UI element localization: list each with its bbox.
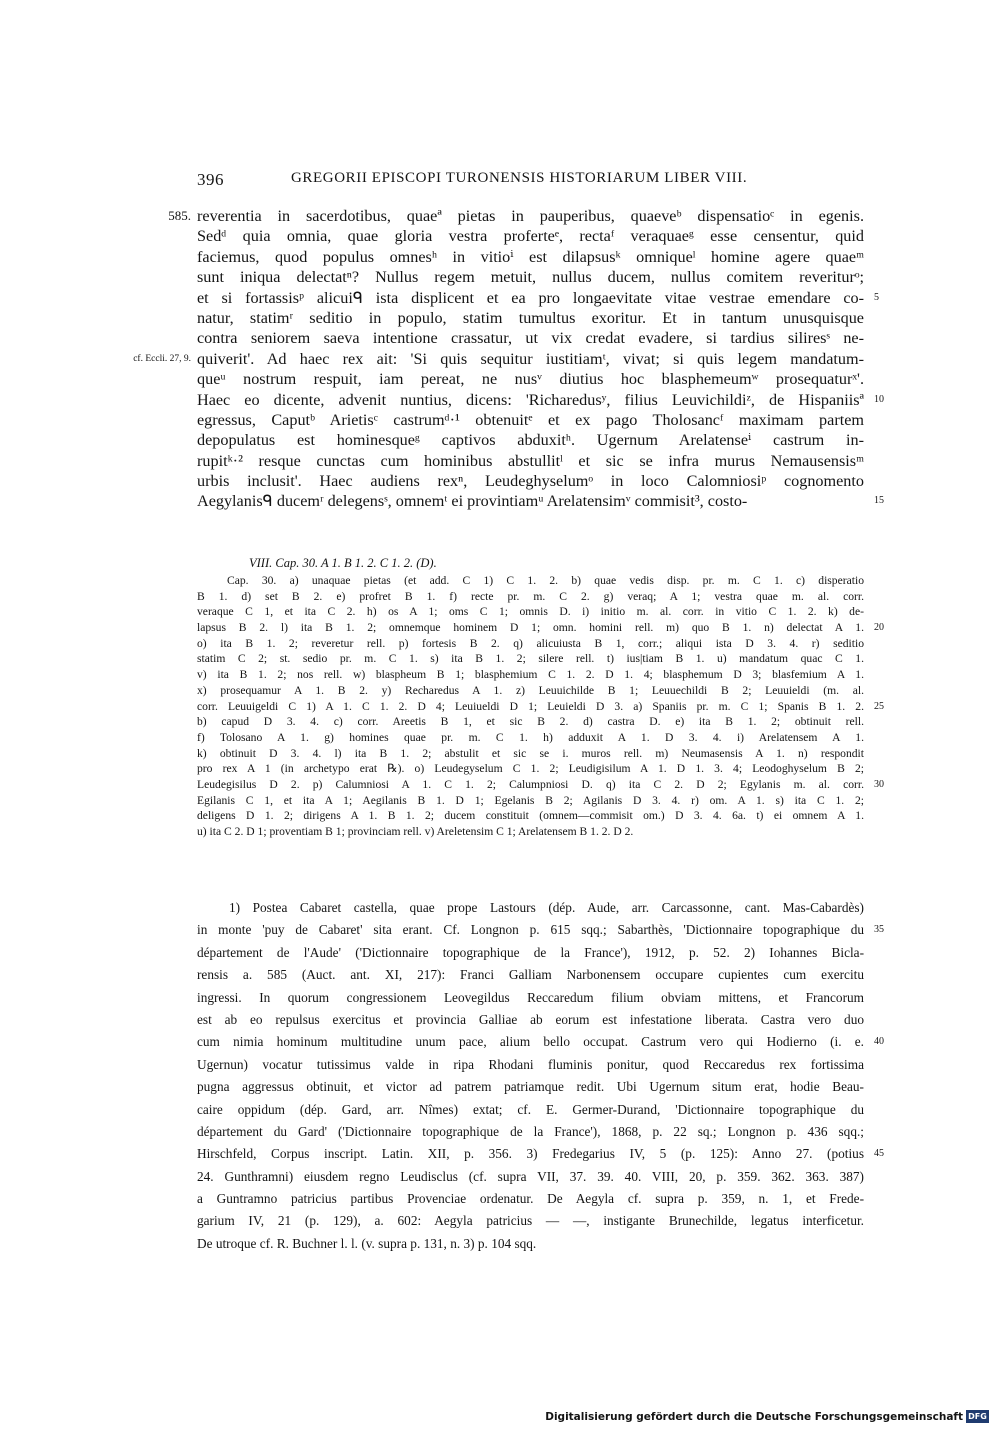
line-text: ingressi. In quorum congressionem Leovegildus Reccaredum filium obviam mittens, et Francorum xyxy=(197,989,864,1005)
line-text: Leudegisilus D 2. p) Calumniosi A 1. C 1. 2; Calumpniosi D. q) ita C 2. D 2; Egylanis m. al. corr. xyxy=(197,777,864,791)
text-line xyxy=(197,491,884,511)
line-text: lapsus B 2. l) ita B 1. 2; omnemque hominem D 1; omn. homini rell. m) quo B 1. n) delectat A 1. xyxy=(197,621,864,635)
line-text: b) capud D 3. 4. c) corr. Areetis B 1, et sic B 2. d) castra D. e) ita B 1. 2; obtinuit rell. xyxy=(197,715,864,729)
footnote-line xyxy=(197,964,864,986)
text-line xyxy=(197,328,864,348)
line-text: natur, statimʳ seditio in populo, statim tumultus exoritur. Et in tantum unusquisque xyxy=(197,308,864,327)
line-text: 1) Postea Cabaret castella, quae prope Lastours (dép. Aude, arr. Carcassonne, cant. Mas-Cabardès) xyxy=(229,900,864,915)
apparatus-line xyxy=(197,777,884,793)
apparatus-line xyxy=(197,620,884,636)
line-text: Sedᵈ quia omnia, quae gloria vestra proferteᵉ, rectaᶠ veraquaeᵍ esse censentur, quid xyxy=(197,227,864,246)
line-text: in monte 'puy de Cabaret' sita erant. Cf. Longnon p. 615 sqq.; Sabarthès, 'Dictionnaire topographique du xyxy=(197,922,864,938)
line-text: est ab eo repulsus exercitus et provincia Galliae ab eorum est infestatione liberata. Castra vero duo xyxy=(197,1011,864,1027)
line-text: quiverit'. Ad haec rex ait: 'Si quis sequitur iustitiamᵗ, vivat; si quis legem mandatum- xyxy=(197,349,864,368)
line-number: 45 xyxy=(874,1148,884,1160)
margin-reference: 585. xyxy=(168,208,191,223)
apparatus-line xyxy=(197,573,864,589)
line-text: rensis a. 585 (Auct. ant. XI, 217): Franci Galliam Narbonensem occupare cupientes cum exercitu xyxy=(197,967,864,983)
apparatus-line xyxy=(197,589,864,605)
line-text: garium IV, 21 (p. 129), a. 602: Aegyla patricius — —, instigante Brunechilde, legatus interficetur. xyxy=(197,1213,864,1229)
line-text: caire oppidum (dép. Gard, arr. Nîmes) extat; cf. E. Germer-Durand, 'Dictionnaire topographique du xyxy=(197,1101,864,1117)
line-text: pugna aggressus obtinuit, et victor ad patrem patriamque redit. Ubi Ugernum situm erat, hodie Beau- xyxy=(197,1079,864,1095)
line-text: Ugernun) vocatur tutissimus valde in ripa Rhodani fluminis ponitur, quod Reccaredus rex fortissima xyxy=(197,1056,864,1072)
line-text: département du Gard' ('Dictionnaire topographique de la France'), 1868, p. 22 sq.; Longnon p. 436 sqq.; xyxy=(197,1123,864,1139)
footnote-line xyxy=(197,1210,864,1232)
line-number: 30 xyxy=(874,778,884,790)
line-text: Cap. 30. a) unaquae pietas (et add. C 1) C 1. 2. b) quae vedis disp. pr. m. C 1. c) disperatio xyxy=(227,574,864,587)
running-title: GREGORII EPISCOPI TURONENSIS HISTORIARUM LIBER VIII. xyxy=(291,170,748,186)
line-text: cum nimia hominum multitudine unum pace, alium bello occupat. Castrum vero qui Hodierno (i. e. xyxy=(197,1034,864,1050)
footnote-line xyxy=(197,1233,864,1255)
line-text: Haec eo dicente, advenit nuntius, dicens: 'Richaredusʸ, filius Leuvichildiᶻ, de Hispaniisª xyxy=(197,390,864,409)
line-text: f) Tolosano A 1. g) homines quae pr. m. C 1. h) adduxit A 1. D 3. 4. i) Arelatensem A 1. xyxy=(197,730,864,744)
line-number: 35 xyxy=(874,924,884,936)
line-number: 5 xyxy=(874,291,879,303)
line-text: faciemus, quod populus omnesʰ in vitioⁱ est dilapsusᵏ omniqueˡ homine agere quaeᵐ xyxy=(197,247,864,266)
line-text: Hirschfeld, Corpus inscript. Latin. XII, p. 356. 3) Fredegarius IV, 5 (p. 125): Anno 27. (potius xyxy=(197,1146,864,1162)
line-text: k) obtinuit D 3. 4. l) ita B 1. 2; abstulit et sic se i. muros rell. m) Neumasensis A 1. n) respondit xyxy=(197,746,864,760)
text-line xyxy=(197,226,864,246)
critical-apparatus xyxy=(197,553,884,840)
text-line xyxy=(133,349,864,369)
main-text-block xyxy=(133,206,884,512)
apparatus-line xyxy=(197,714,864,730)
line-text: depopulatus est hominesqueᵍ captivos abduxitʰ. Ugernum Arelatenseⁱ castrum in- xyxy=(197,431,864,450)
footnote-line xyxy=(197,919,884,941)
line-text: o) ita B 1. 2; reveretur rell. p) fortesis B 2. q) alicuiusta B 1, corr.; aliqui ista D 3. 4. r) seditio xyxy=(197,636,864,650)
line-text: queᵘ nostrum respuit, iam pereat, ne nusᵛ diutius hoc blasphemeumʷ prosequaturˣ'. xyxy=(197,370,864,389)
footnote-line xyxy=(197,1009,864,1031)
apparatus-line xyxy=(197,824,864,840)
page-number: 396 xyxy=(197,170,224,189)
line-text: corr. Leuuigeldi C 1) A 1. C 1. 2. D 4; Leuiueldi D 1; Leuieldi D 3. a) Spaniis pr. m. C 1; Spanis B 1. 2. xyxy=(197,699,864,713)
line-text: De utroque cf. R. Buchner l. l. (v. supra p. 131, n. 3) p. 104 sqq. xyxy=(197,1235,537,1251)
text-line xyxy=(197,288,879,308)
apparatus-line xyxy=(197,699,884,715)
line-number: 40 xyxy=(874,1036,884,1048)
line-text: u) ita C 2. D 1; proventiam B 1; provinciam rell. v) Areletensim C 1; Arelatensem B 1. 2. D 2. xyxy=(197,825,634,838)
line-text: statim C 2; st. sedio pr. m. C 1. s) ita B 1. 2; silere rell. t) ius|tiam B 1. u) mandatum quac C 1. xyxy=(197,652,864,666)
text-line xyxy=(197,390,884,410)
line-text: egressus, Caputᵇ Arietisᶜ castrumᵈ·¹ obtenuitᵉ et ex pago Tholosancᶠ maximam partem xyxy=(197,410,864,429)
line-number: 20 xyxy=(874,622,884,634)
footnote-line xyxy=(197,1031,884,1053)
footnote-line xyxy=(197,1076,864,1098)
apparatus-line xyxy=(197,636,864,652)
text-line xyxy=(197,369,864,389)
line-text: veraque C 1, et ita C 2. h) os A 1; oms C 1; omnis D. i) initio m. al. corr. in vitio C 1. 2. k) de- xyxy=(197,605,864,619)
line-text: a Guntramno patricius partibus Provenciae ordenatur. De Aegyla cf. supra p. 359, n. 1, et Frede- xyxy=(197,1191,864,1207)
digitization-footer xyxy=(545,1409,989,1425)
footnote-line xyxy=(197,1143,884,1165)
dfg-logo: DFG xyxy=(966,1410,989,1423)
apparatus-line xyxy=(197,730,864,746)
line-text: 24. Gunthramni) eiusdem regno Leudisclus (cf. supra VII, 37. 39. 40. VIII, 20, p. 359. 362. 363. 387) xyxy=(197,1168,864,1184)
line-text: sunt iniqua delectatⁿ? Nullus regem metuit, nullus ducem, nullus comitem reveriturᵒ; xyxy=(197,268,864,287)
line-text: Egilanis C 1, et ita A 1; Aegilanis B 1. D 1; Egelanis B 2; Agilanis D 3. 4. r) om. A 1. s) ita C 1. 2; xyxy=(197,793,864,807)
line-text: x) prosequamur A 1. B 2. y) Recharedus A 1. z) Leuuichilde B 1; Leuuechildi B 2; Leuuieldi (m. al. xyxy=(197,683,864,697)
footnote-line xyxy=(197,1054,864,1076)
footnote-line xyxy=(197,1188,864,1210)
apparatus-line xyxy=(197,761,864,777)
apparatus-line xyxy=(197,746,864,762)
apparatus-heading: VIII. Cap. 30. A 1. B 1. 2. C 1. 2. (D). xyxy=(249,556,437,570)
line-number: 10 xyxy=(874,393,884,405)
text-line xyxy=(197,430,864,450)
text-line xyxy=(197,410,864,430)
text-line xyxy=(168,206,864,226)
text-line xyxy=(197,471,864,491)
running-header xyxy=(197,170,753,194)
footnote-line xyxy=(197,942,864,964)
line-text: contra seniorem saeva intentione crassatur, ut vix credat evadere, si tardius siliresˢ ne- xyxy=(197,329,864,348)
footnote-line xyxy=(197,897,864,919)
line-number: 25 xyxy=(874,700,884,712)
line-text: pro rex A 1 (in archetypo erat ℞). o) Leudegyselum C 1. 2; Leudigisilum A 1. D 1. 3. 4; Leodoghyselum B 2; xyxy=(197,762,864,776)
line-text: Aegylanisᑫ ducemʳ delegensˢ, omnemᵗ ei provintiamᵘ Arelatensimᵛ commisit³, costo- xyxy=(197,492,748,511)
apparatus-line xyxy=(197,683,864,699)
apparatus-line xyxy=(197,667,864,683)
footnotes-block xyxy=(197,897,884,1255)
line-text: B 1. d) set B 2. e) profret B 1. f) recte pr. m. C 2. g) veraq; A 1; vestra quae m. al. corr. xyxy=(197,589,864,603)
apparatus-line xyxy=(197,604,864,620)
line-text: v) ita B 1. 2; nos rell. w) blaspheum B 1; blasphemium C 1. 2. D 1. 4; blasphemum D 3; blasfemium A 1. xyxy=(197,668,864,682)
text-line xyxy=(197,308,864,328)
apparatus-line xyxy=(197,808,864,824)
text-line xyxy=(197,267,864,287)
margin-reference: cf. Eccli. 27, 9. xyxy=(133,353,191,364)
apparatus-lines xyxy=(197,573,884,840)
footnote-line xyxy=(197,1099,864,1121)
footer-credit: Digitalisierung gefördert durch die Deutsche Forschungsgemeinschaft xyxy=(545,1411,963,1423)
line-text: reverentia in sacerdotibus, quaeª pietas in pauperibus, quaeveᵇ dispensatioᶜ in egenis. xyxy=(197,207,864,225)
text-line xyxy=(197,247,864,267)
line-text: urbis inclusit'. Haec audiens rexⁿ, Leudeghyselumᵒ in loco Calomniosiᵖ cognomento xyxy=(197,472,864,491)
line-text: département de l'Aude' ('Dictionnaire topographique de la France'), 1912, p. 52. 2) Iohannes Bicla- xyxy=(197,944,864,960)
footnote-line xyxy=(197,987,864,1009)
line-number: 15 xyxy=(874,495,884,507)
text-line xyxy=(197,451,864,471)
line-text: et si fortassisᵖ alicuiᑫ ista displicent et ea pro longaevitate vitae vestrae emendare co- xyxy=(197,288,864,307)
apparatus-line xyxy=(197,651,864,667)
apparatus-line xyxy=(197,793,864,809)
line-text: rupitᵏ·² resque cunctas cum hominibus abstullitˡ et sic se infra murus Nemausensisᵐ xyxy=(197,451,864,470)
footnote-line xyxy=(197,1121,864,1143)
line-text: deligens D 1. 2; dirigens A 1. B 1. 2; ducem constituit (omnem—commisit om.) D 3. 4. 6a. t) ei omnem A 1. xyxy=(197,809,864,823)
footnote-line xyxy=(197,1166,864,1188)
